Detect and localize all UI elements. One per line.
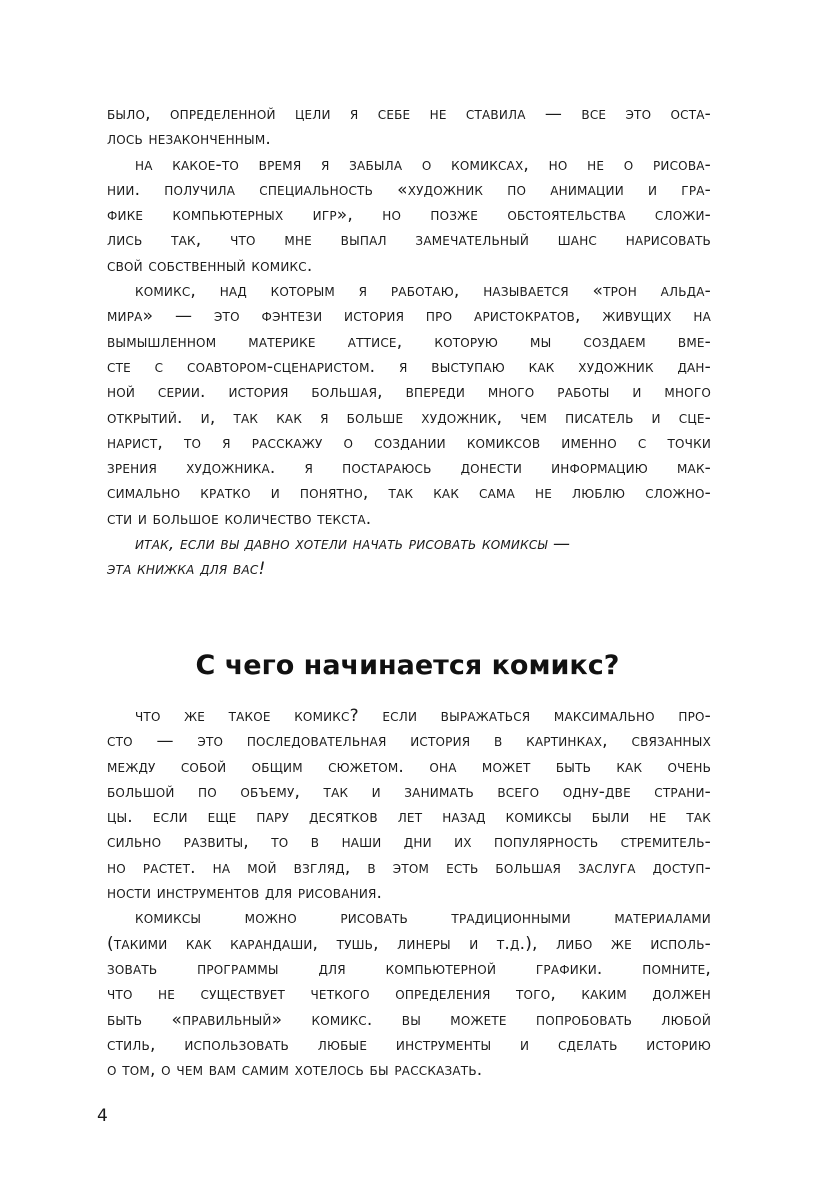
text-line: о том, о чем вам самим хотелось бы рассказать.: [107, 1060, 483, 1081]
text-line: зовать программы для компьютерной графики. помните,: [107, 958, 711, 979]
intro-text-block: [107, 102, 711, 583]
text-line: фике компьютерных игр», но позже обстоятельства сложи-: [107, 205, 711, 226]
text-line: открытий. и, так как я больше художник, чем писатель и сце-: [107, 407, 711, 428]
text-line: на какое-то время я забыла о комиксах, но не о рисова-: [135, 154, 711, 175]
text-line: сте с соавтором-сценаристом. я выступаю как художник дан-: [107, 356, 711, 377]
text-line: было, определенной цели я себе не ставила — все это оста-: [107, 104, 711, 124]
page-number: 4: [97, 1106, 108, 1126]
text-line: комикс, над которым я работаю, называется «трон альда-: [135, 281, 711, 302]
text-line: сто — это последовательная история в картинках, связанных: [107, 731, 711, 752]
text-line: (такими как карандаши, тушь, линеры и т.д.), либо же исполь-: [107, 933, 711, 954]
section-text-block: [107, 704, 711, 1083]
text-line: что же такое комикс? если выражаться максимально про-: [135, 706, 711, 726]
text-line-italic: эта книжка для вас!: [107, 559, 266, 580]
text-line: мира» — это фэнтези история про аристократов, живущих на: [107, 306, 711, 327]
text-line: симально кратко и понятно, так как сама не люблю сложно-: [107, 483, 711, 504]
text-line: цы. если еще пару десятков лет назад комиксы были не так: [107, 807, 711, 828]
text-line: что не существует четкого определения того, каким должен: [107, 984, 711, 1005]
text-line: нии. получила специальность «художник по анимации и гра-: [107, 179, 711, 200]
text-line: большой по объему, так и занимать всего одну-две страни-: [107, 781, 711, 802]
text-line: вымышленном материке аттисе, которую мы создаем вме-: [107, 331, 711, 352]
text-line: нарист, то я расскажу о создании комиксов именно с точки: [107, 432, 711, 453]
text-line: но растет. на мой взгляд, в этом есть большая заслуга доступ-: [107, 857, 711, 878]
text-line: лось незаконченным.: [107, 129, 271, 150]
text-line: ной серии. история большая, впереди много работы и много: [107, 382, 711, 403]
text-line: сильно развиты, то в наши дни их популярность стремитель-: [107, 832, 711, 853]
text-line: ности инструментов для рисования.: [107, 883, 383, 904]
text-line: сти и большое количество текста.: [107, 508, 372, 529]
text-line: комиксы можно рисовать традиционными материалами: [135, 908, 711, 929]
text-line: между собой общим сюжетом. она может быть как очень: [107, 756, 711, 777]
text-line: зрения художника. я постараюсь донести информацию мак-: [107, 458, 711, 479]
text-line-italic: итак, если вы давно хотели начать рисовать комиксы —: [135, 534, 571, 555]
text-line: стиль, использовать любые инструменты и сделать историю: [107, 1034, 711, 1055]
text-line: свой собственный комикс.: [107, 255, 313, 276]
text-line: быть «правильный» комикс. вы можете попробовать любой: [107, 1009, 711, 1030]
section-heading: С чего начинается комикс?: [195, 650, 620, 681]
text-line: лись так, что мне выпал замечательный шанс нарисовать: [107, 230, 711, 251]
